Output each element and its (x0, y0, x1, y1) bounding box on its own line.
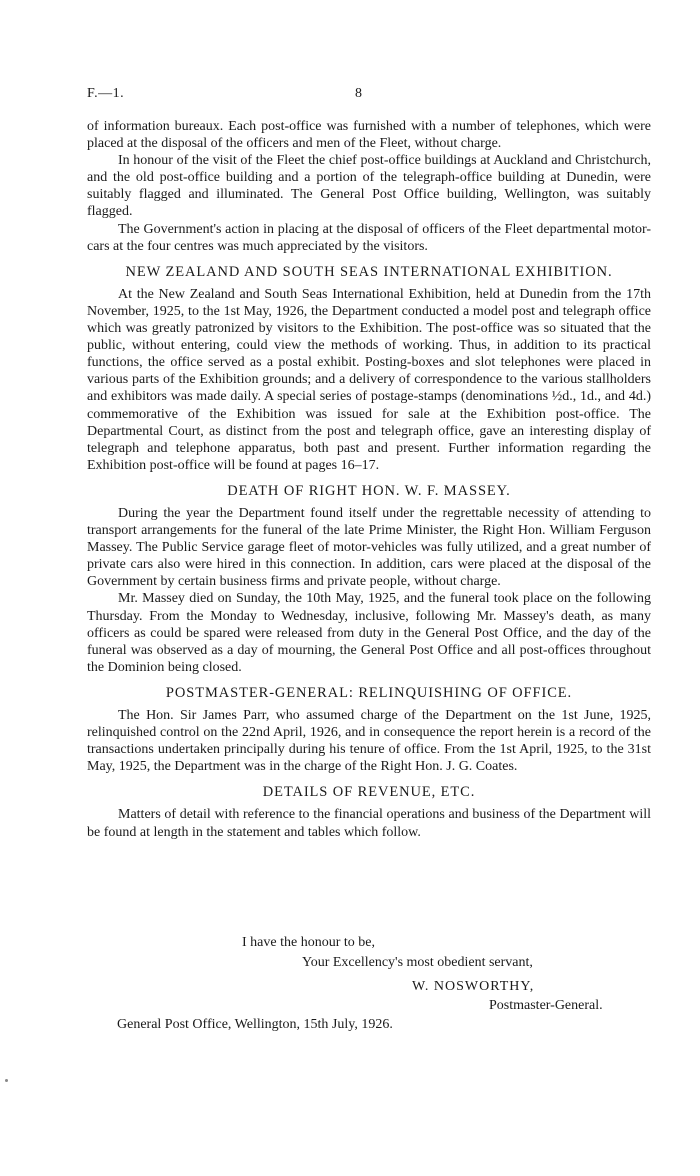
closing-honour: I have the honour to be, (242, 935, 375, 950)
page-number: 8 (355, 86, 362, 101)
paragraph: Matters of detail with reference to the financial operations and business of the Department will be found at length in the statement and tables which follow. (87, 807, 651, 840)
closing-servant: Your Excellency's most obedient servant, (302, 955, 533, 970)
section-heading-revenue: DETAILS OF REVENUE, ETC. (262, 784, 476, 801)
signature-name: W. NOSWORTHY, (412, 979, 535, 994)
paragraph: In honour of the visit of the Fleet the chief post-office buildings at Auckland and Christchurch, and the old post-office building and a portion of the telegraph-office building at Dunedin, were suitably flagged and illuminated. The General Post Office building, Wellington, was suitably flagged. (87, 153, 651, 220)
section-heading-exhibition: NEW ZEALAND AND SOUTH SEAS INTERNATIONAL EXHIBITION. (125, 263, 613, 280)
signature-title: Postmaster-General. (489, 998, 603, 1013)
section-heading-postmaster: POSTMASTER-GENERAL: RELINQUISHING OF OFFICE. (165, 684, 573, 701)
paragraph: During the year the Department found itself under the regrettable necessity of attending to transport arrangements for the funeral of the late Prime Minister, the Right Hon. William Ferguson Massey. The Public Service garage fleet of motor-vehicles was fully utilized, and a great number of private cars also were hired in this connection. In addition, cars were placed at the disposal of the Government by certain business firms and private people, without charge. (87, 505, 651, 590)
paragraph: At the New Zealand and South Seas International Exhibition, held at Dunedin from the 17th November, 1925, to the 1st May, 1926, the Department conducted a model post and telegraph office which was greatly patronized by visitors to the Exhibition. The post-office was so situated that the public, without entering, could view the methods of working. Thus, in addition to its practical functions, the office served as a postal exhibit. Posting-boxes and slot telephones were placed in various parts of the Exhibition grounds; and a delivery of correspondence to the various stallholders and exhibitors was made daily. A special series of postage-stamps (denominations ½d., 1d., and 4d.) commemorative of the Exhibition was issued for sale at the Exhibition post-office. The Departmental Court, as distinct from the post and telegraph office, gave an interesting display of telegraph and telephone apparatus, both past and present. Further information regarding the Exhibition post-office will be found at pages 16–17. (87, 286, 651, 473)
place-and-date: General Post Office, Wellington, 15th July, 1926. (117, 1017, 393, 1032)
scan-mark (5, 1079, 8, 1082)
paragraph: The Hon. Sir James Parr, who assumed charge of the Department on the 1st June, 1925, relinquished control on the 22nd April, 1926, and in consequence the report herein is a record of the transactions undertaken principally during his tenure of office. From the 1st April, 1925, to the 31st May, 1925, the Department was in the charge of the Right Hon. J. G. Coates. (87, 708, 651, 775)
section-heading-massey: DEATH OF RIGHT HON. W. F. MASSEY. (227, 482, 511, 499)
document-body (87, 118, 651, 841)
paragraph: Mr. Massey died on Sunday, the 10th May, 1925, and the funeral took place on the following Thursday. From the Monday to Wednesday, inclusive, following Mr. Massey's death, as many officers as could be spared were released from duty in the General Post Office, and the day of the funeral was observed as a day of mourning, the General Post Office and all post-offices throughout the Dominion being closed. (87, 591, 651, 675)
paragraph: The Government's action in placing at the disposal of officers of the Fleet departmental motor-cars at the four centres was much appreciated by the visitors. (87, 221, 651, 254)
document-reference: F.—1. (87, 86, 125, 101)
paragraph: of information bureaux. Each post-office was furnished with a number of telephones, which were placed at the disposal of the officers and men of the Fleet, without charge. (87, 119, 651, 152)
